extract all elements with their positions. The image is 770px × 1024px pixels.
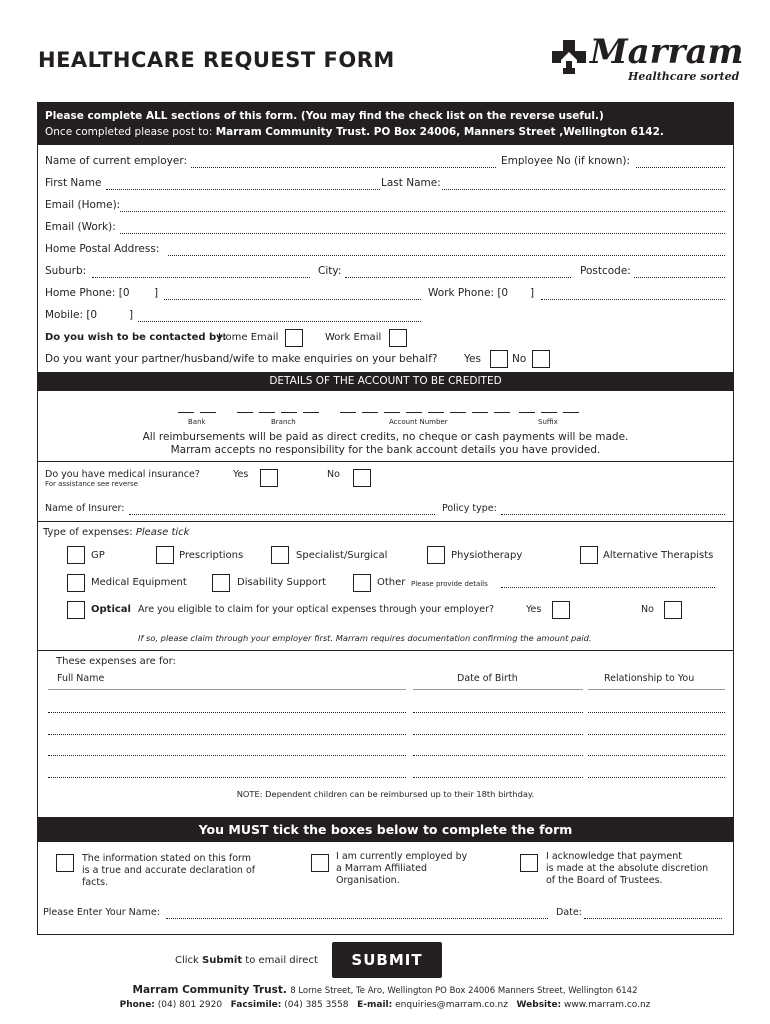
prescriptions-label: Prescriptions (179, 550, 244, 561)
suffix-digit[interactable] (519, 412, 535, 413)
bank-digit[interactable] (200, 412, 216, 413)
insurance-no-label: No (327, 469, 340, 480)
insurer-label: Name of Insurer: (45, 503, 125, 514)
bank-digit[interactable] (178, 412, 194, 413)
policy-field[interactable] (501, 514, 725, 515)
dependent-name-field[interactable] (48, 777, 406, 778)
account-heading: DETAILS OF THE ACCOUNT TO BE CREDITED (269, 375, 502, 387)
home-address-label: Home Postal Address: (45, 243, 160, 255)
logo-tagline: Healthcare sorted (628, 70, 740, 83)
alternative-checkbox[interactable] (580, 546, 598, 564)
employee-no-label: Employee No (if known): (501, 155, 631, 167)
intro-line-1: Please complete ALL sections of this form. (You may find the check list on the reverse useful.) (45, 110, 604, 122)
account-note-1: All reimbursements will be paid as direct credits, no cheque or cash payments will be made. (142, 431, 629, 443)
name-label: Please Enter Your Name: (43, 907, 160, 918)
medical-equipment-label: Medical Equipment (91, 577, 187, 588)
email-home-field[interactable] (120, 211, 725, 212)
policy-label: Policy type: (442, 503, 497, 514)
email-home-label: Email (Home): (45, 199, 121, 211)
partner-no-label: No (512, 353, 527, 365)
dependent-relationship-field[interactable] (588, 755, 725, 756)
first-name-field[interactable] (106, 189, 380, 190)
contact-question: Do you wish to be contacted by: (45, 332, 227, 343)
suffix-digit[interactable] (563, 412, 579, 413)
city-field[interactable] (345, 277, 571, 278)
other-label: Other (377, 577, 406, 588)
mobile-label: Mobile: [0 (45, 309, 98, 321)
account-digit[interactable] (428, 412, 444, 413)
other-checkbox[interactable] (353, 574, 371, 592)
footer-address: Marram Community Trust. 8 Lorne Street, Te Aro, Wellington PO Box 24006 Manners Street, Wellington 6142 (132, 984, 638, 996)
gp-label: GP (91, 550, 105, 561)
website-link[interactable]: www.marram.co.nz (564, 1000, 651, 1010)
optical-yes-label: Yes (526, 604, 542, 615)
contact-work-checkbox[interactable] (389, 329, 407, 347)
alternative-label: Alternative Therapists (603, 550, 714, 561)
branch-digit[interactable] (303, 412, 319, 413)
optical-yes-checkbox[interactable] (552, 601, 570, 619)
optical-no-label: No (641, 604, 654, 615)
dependent-dob-field[interactable] (413, 734, 583, 735)
declaration-true-text: The information stated on this form is a true and accurate declaration of facts. (82, 853, 256, 888)
mobile-field[interactable] (138, 321, 421, 322)
col-underline (413, 689, 583, 690)
date-field[interactable] (584, 918, 722, 919)
suffix-label: Suffix (538, 418, 558, 426)
last-name-label: Last Name: (381, 177, 441, 189)
postcode-label: Postcode: (580, 265, 631, 277)
logo-cross-house-icon (552, 40, 586, 74)
form-frame (37, 102, 734, 935)
dependent-relationship-field[interactable] (588, 734, 725, 735)
partner-no-checkbox[interactable] (532, 350, 550, 368)
form-title: HEALTHCARE REQUEST FORM (38, 48, 395, 72)
dependent-name-field[interactable] (48, 734, 406, 735)
footer-contacts: Phone: (04) 801 2920 Facsimile: (04) 385 3558 E-mail: enquiries@marram.co.nz Website: www.marram.co.nz (119, 1000, 651, 1010)
work-phone-label: Work Phone: [0 (428, 287, 509, 299)
home-address-field[interactable] (168, 255, 725, 256)
optical-no-checkbox[interactable] (664, 601, 682, 619)
last-name-field[interactable] (442, 189, 725, 190)
declaration-employed-checkbox[interactable] (311, 854, 329, 872)
suburb-field[interactable] (92, 277, 310, 278)
dependents-note: NOTE: Dependent children can be reimbursed up to their 18th birthday. (236, 789, 535, 799)
work-phone-bracket: ] (530, 287, 535, 299)
email-work-field[interactable] (120, 233, 725, 234)
col-underline (588, 689, 725, 690)
logo-name: Marram (590, 32, 744, 72)
postcode-field[interactable] (634, 277, 725, 278)
suffix-digit[interactable] (541, 412, 557, 413)
dependents-heading: These expenses are for: (56, 656, 176, 667)
divider (38, 461, 733, 462)
partner-yes-checkbox[interactable] (490, 350, 508, 368)
account-digit[interactable] (472, 412, 488, 413)
contact-home-checkbox[interactable] (285, 329, 303, 347)
intro-post-label: Once completed please post to: (45, 126, 216, 138)
work-phone-field[interactable] (541, 299, 725, 300)
partner-yes-label: Yes (464, 353, 481, 365)
declaration-true-checkbox[interactable] (56, 854, 74, 872)
insurance-yes-label: Yes (233, 469, 249, 480)
declaration-discretion-text: I acknowledge that payment is made at the absolute discretion of the Board of Trustees. (546, 851, 709, 886)
contact-home-label: Home Email (218, 332, 279, 343)
gp-checkbox[interactable] (67, 546, 85, 564)
employee-no-field[interactable] (636, 167, 725, 168)
branch-digit[interactable] (259, 412, 275, 413)
dependent-dob-field[interactable] (413, 755, 583, 756)
account-digit[interactable] (384, 412, 400, 413)
dependent-relationship-field[interactable] (588, 712, 725, 713)
bank-label: Bank (188, 418, 206, 426)
col-relationship: Relationship to You (604, 673, 695, 684)
account-heading-bar (38, 372, 733, 391)
intro-address: Marram Community Trust. PO Box 24006, Manners Street ,Wellington 6142. (215, 126, 664, 138)
declaration-heading-bar (38, 817, 733, 842)
col-dob: Date of Birth (457, 673, 518, 684)
physio-checkbox[interactable] (427, 546, 445, 564)
home-phone-label: Home Phone: [0 (45, 287, 130, 299)
insurance-question: Do you have medical insurance? (45, 469, 200, 480)
submit-instruction: Click Submit to email direct (175, 955, 318, 966)
insurance-hint: For assistance see reverse (45, 480, 138, 488)
insurance-no-checkbox[interactable] (353, 469, 371, 487)
dependent-name-field[interactable] (48, 712, 406, 713)
branch-digit[interactable] (237, 412, 253, 413)
other-details-field[interactable] (501, 587, 715, 588)
optical-label: Optical (91, 604, 131, 615)
optical-question: Are you eligible to claim for your optical expenses through your employer? (138, 604, 495, 615)
suburb-label: Suburb: (45, 265, 87, 277)
account-digit[interactable] (406, 412, 422, 413)
first-name-label: First Name (45, 177, 102, 189)
col-full-name: Full Name (57, 673, 105, 684)
optical-note: If so, please claim through your employer first. Marram requires documentation confirming the amount paid. (138, 633, 592, 643)
account-number-label: Account Number (389, 418, 448, 426)
mobile-bracket: ] (129, 309, 134, 321)
specialist-checkbox[interactable] (271, 546, 289, 564)
account-digit[interactable] (494, 412, 510, 413)
email-link[interactable]: enquiries@marram.co.nz (395, 1000, 508, 1010)
specialist-label: Specialist/Surgical (296, 550, 388, 561)
disability-label: Disability Support (237, 577, 327, 588)
declaration-employed-text: I am currently employed by a Marram Affiliated Organisation. (336, 851, 468, 886)
account-note-2: Marram accepts no responsibility for the bank account details you have provided. (170, 444, 601, 456)
submit-button[interactable]: SUBMIT (332, 942, 442, 978)
account-digit[interactable] (340, 412, 356, 413)
insurance-yes-checkbox[interactable] (260, 469, 278, 487)
optical-checkbox[interactable] (67, 601, 85, 619)
home-phone-field[interactable] (164, 299, 421, 300)
physio-label: Physiotherapy (451, 550, 523, 561)
name-field[interactable] (166, 918, 548, 919)
date-label: Date: (556, 907, 582, 918)
other-hint: Please provide details (411, 580, 488, 588)
contact-work-label: Work Email (325, 332, 382, 343)
declaration-discretion-checkbox[interactable] (520, 854, 538, 872)
disability-checkbox[interactable] (212, 574, 230, 592)
intro-bar (38, 103, 733, 145)
declaration-heading: You MUST tick the boxes below to complete the form (198, 822, 573, 837)
branch-label: Branch (271, 418, 296, 426)
dependent-dob-field[interactable] (413, 712, 583, 713)
employer-label: Name of current employer: (45, 155, 188, 167)
email-work-label: Email (Work): (45, 221, 116, 233)
divider (38, 521, 733, 522)
employer-field[interactable] (191, 167, 496, 168)
branch-digit[interactable] (281, 412, 297, 413)
city-label: City: (318, 265, 342, 277)
dependent-relationship-field[interactable] (588, 777, 725, 778)
home-phone-bracket: ] (154, 287, 159, 299)
intro-line-2 (45, 126, 664, 138)
prescriptions-checkbox[interactable] (156, 546, 174, 564)
dependent-name-field[interactable] (48, 755, 406, 756)
insurer-field[interactable] (129, 514, 435, 515)
account-digit[interactable] (362, 412, 378, 413)
expenses-label: Type of expenses: Please tick (43, 527, 190, 538)
partner-question: Do you want your partner/husband/wife to make enquiries on your behalf? (45, 353, 438, 365)
medical-equipment-checkbox[interactable] (67, 574, 85, 592)
col-underline (48, 689, 406, 690)
dependent-dob-field[interactable] (413, 777, 583, 778)
divider (38, 650, 733, 651)
account-digit[interactable] (450, 412, 466, 413)
